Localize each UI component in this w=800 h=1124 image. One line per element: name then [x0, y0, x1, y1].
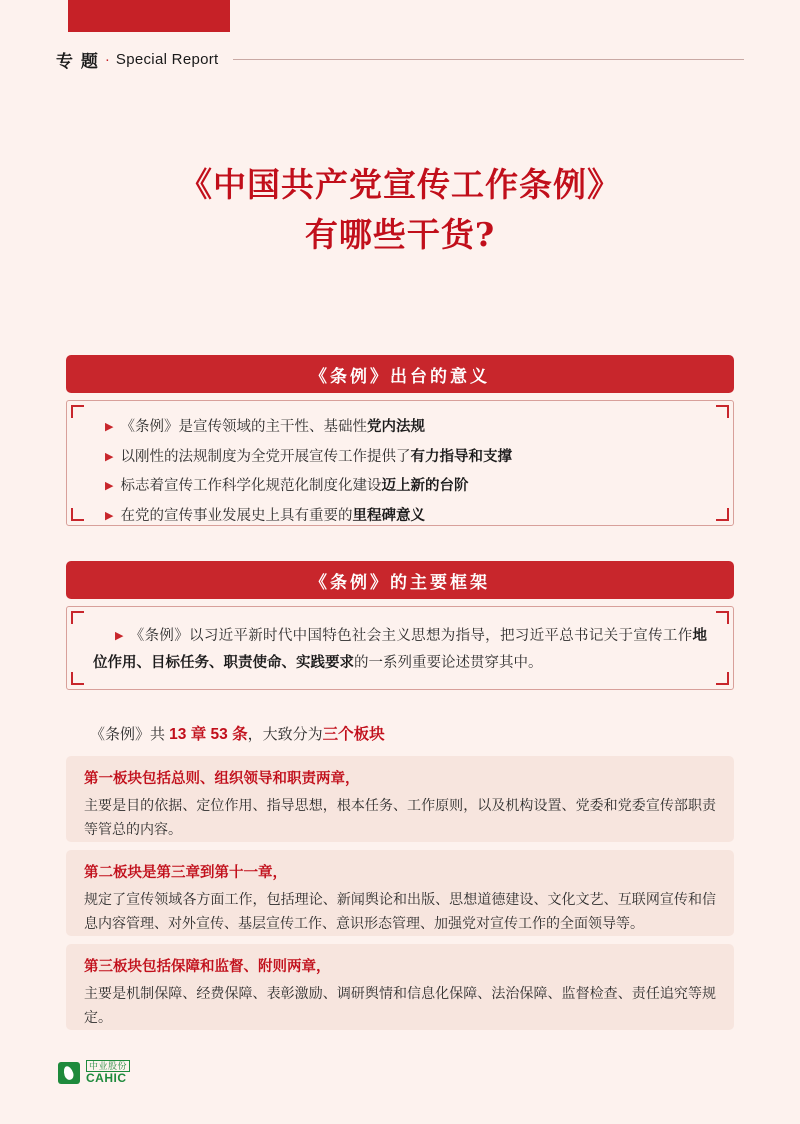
header-separator-dot: ·	[104, 50, 110, 68]
list-item	[105, 474, 709, 499]
corner-ornament-top-right	[716, 611, 729, 624]
corner-ornament-bottom-left	[71, 672, 84, 685]
triangle-bullet-icon: ▶	[105, 421, 114, 433]
header-divider-line	[233, 59, 744, 60]
logo-name-en: CAHIC	[86, 1071, 127, 1086]
triangle-bullet-icon: ▶	[105, 480, 114, 493]
corner-ornament-top-left	[71, 611, 84, 624]
significance-box	[66, 400, 734, 526]
framework-text-part-1: 《条例》以习近平新时代中国特色社会主义思想为指导，把习近平总书记关于宣传工作	[129, 628, 693, 644]
corner-ornament-bottom-right	[716, 672, 729, 685]
block-body: 规定了宣传领域各方面工作，包括理论、新闻舆论和出版、思想道德建设、文化文艺、互联网宣传和信息内容管理、对外宣传、基层宣传工作、意识形态管理、加强党对宣传工作的全面领导等。	[84, 891, 716, 932]
block-title: 第二板块是第三章到第十一章，	[84, 865, 287, 881]
framework-paragraph	[93, 623, 707, 677]
header-label-en: Special Report	[115, 50, 219, 68]
footer-logo	[58, 1060, 130, 1086]
bullet-text-bold: 里程碑意义	[352, 507, 425, 524]
summary-line	[90, 722, 385, 744]
corner-ornament-top-left	[71, 405, 84, 418]
significance-bullet-list	[105, 415, 709, 534]
list-item	[105, 415, 709, 440]
section-banner-framework: 《条例》的主要框架	[66, 561, 734, 599]
block-body: 主要是目的依据、定位作用、指导思想，根本任务、工作原则，以及机构设置、党委和党委宣传部职责等管总的内容。	[84, 797, 716, 838]
triangle-bullet-icon: ▶	[105, 450, 114, 463]
block-title: 第三板块包括保障和监督、附则两章，	[84, 959, 331, 975]
header-label-cn: 专 题	[56, 51, 99, 72]
summary-middle: ，大致分为	[247, 726, 323, 743]
summary-highlight-chapters: 13 章 53 条	[169, 726, 248, 743]
leaf-logo-icon	[58, 1062, 80, 1084]
logo-name-cn: 中业股份	[86, 1060, 130, 1072]
bullet-text-bold: 党内法规	[366, 419, 425, 435]
top-red-accent-block	[68, 0, 230, 32]
page-header	[56, 44, 744, 74]
framework-box	[66, 606, 734, 690]
bullet-text-prefix: 标志着宣传工作科学化规范化制度化建设	[120, 478, 382, 495]
corner-ornament-bottom-right	[716, 508, 729, 521]
section-banner-significance: 《条例》出台的意义	[66, 355, 734, 393]
content-block-two	[66, 850, 734, 936]
corner-ornament-top-right	[716, 405, 729, 418]
page-title	[0, 160, 800, 260]
content-block-one	[66, 756, 734, 842]
bullet-text-prefix: 以刚性的法规制度为全党开展宣传工作提供了	[120, 448, 411, 465]
page-title-line-2: 有哪些干货?	[304, 215, 496, 255]
bullet-text-bold: 有力指导和支撑	[410, 448, 512, 465]
triangle-bullet-icon: ▶	[115, 630, 124, 642]
logo-text-group	[86, 1060, 130, 1086]
block-body: 主要是机制保障、经费保障、表彰激励、调研舆情和信息化保障、法治保障、监督检查、责任追究等规定。	[84, 985, 716, 1026]
block-title: 第一板块包括总则、组织领导和职责两章，	[84, 771, 360, 787]
triangle-bullet-icon: ▶	[105, 509, 114, 522]
framework-text-bold: 地位作用、目标任务、职责使命、实践要求	[93, 628, 708, 671]
list-item	[105, 445, 709, 470]
framework-text-part-2: 的一系列重要论述贯穿其中。	[354, 654, 543, 671]
bullet-text-bold: 迈上新的台阶	[381, 478, 469, 495]
summary-prefix: 《条例》共	[90, 726, 170, 743]
summary-highlight-blocks: 三个板块	[322, 726, 385, 743]
page-title-line-1: 《中国共产党宣传工作条例》	[179, 165, 621, 204]
bullet-text-prefix: 在党的宣传事业发展史上具有重要的	[120, 507, 353, 524]
corner-ornament-bottom-left	[71, 508, 84, 521]
content-block-three	[66, 944, 734, 1030]
bullet-text-prefix: 《条例》是宣传领域的主干性、基础性	[120, 419, 367, 435]
list-item	[105, 504, 709, 529]
